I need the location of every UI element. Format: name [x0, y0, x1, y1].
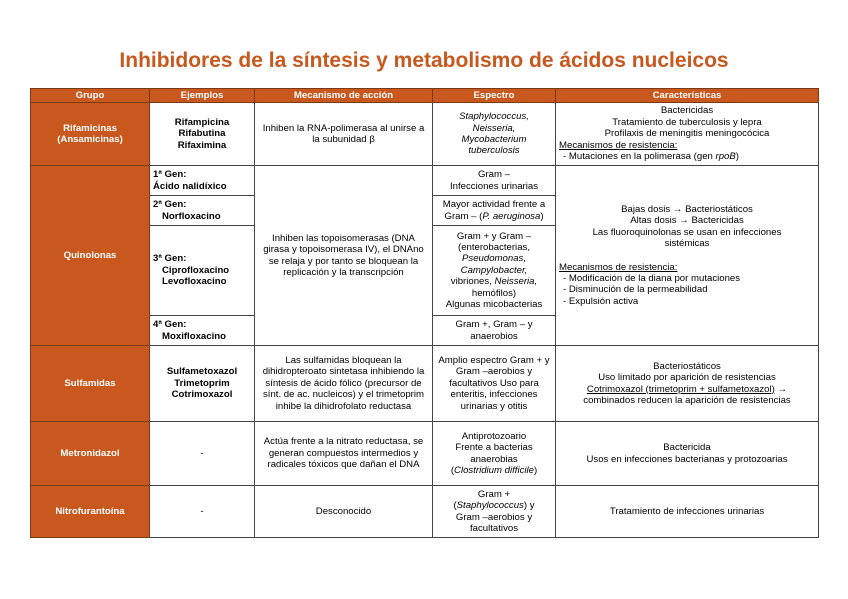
example-item: Ácido nalidíxico: [153, 180, 227, 192]
spectrum-cell: [433, 422, 556, 486]
examples-cell: [150, 103, 255, 166]
feature-line: sistémicas: [664, 238, 710, 250]
spectrum-line: hemófilos): [471, 287, 517, 299]
gen-label: 3ª Gen:: [153, 253, 187, 265]
features-cell: [556, 346, 819, 422]
group-cell-nitrofurantoina: Nitrofurantoína: [31, 486, 150, 538]
resistance-list: [559, 151, 815, 162]
feature-line: Bactericida: [663, 442, 711, 454]
examples-gen2: [150, 196, 255, 226]
feature-line: Las fluoroquinolonas se usan en infecciones: [592, 226, 782, 238]
feature-line: Uso limitado por aparición de resistencias: [598, 372, 776, 384]
mechanism-cell: Desconocido: [255, 486, 433, 538]
feature-line: Tratamiento de tuberculosis y lepra: [612, 116, 762, 128]
spectrum-gen4: [433, 316, 556, 346]
spectrum-line: Infecciones urinarias: [450, 180, 538, 192]
spectrum-gen1: [433, 166, 556, 196]
example-item: Rifampicina: [174, 116, 230, 128]
drug-table: [30, 88, 819, 538]
group-name: Rifamicinas: [63, 122, 117, 134]
feature-line: Profilaxis de meningitis meningocócica: [604, 128, 770, 140]
examples-gen3: [150, 226, 255, 316]
spectrum-line: (enterobacterias,: [458, 241, 530, 253]
header-caracteristicas: Características: [556, 89, 819, 103]
example-item: Trimetoprim: [174, 377, 230, 389]
spectrum-line: Staphylococcus,: [459, 111, 529, 123]
features-cell: [556, 166, 819, 346]
features-cell: Tratamiento de infecciones urinarias: [556, 486, 819, 538]
feature-line: combinados reducen la aparición de resistencias: [583, 394, 791, 406]
resistance-item: - Mutaciones en la polimerasa (gen rpoB): [559, 151, 815, 162]
examples-cell: -: [150, 486, 255, 538]
header-espectro: Espectro: [433, 89, 556, 103]
table-row-quinolonas: [31, 166, 819, 196]
resistance-list: [559, 273, 815, 307]
spectrum-line: Neisseria,: [472, 122, 516, 134]
group-cell-metronidazol: Metronidazol: [31, 422, 150, 486]
feature-line: Bacteriostáticos: [653, 360, 721, 372]
spectrum-line: Mycobacterium: [461, 134, 527, 145]
spectrum-line: facultativos: [470, 522, 518, 534]
resistance-item: - Disminución de la permeabilidad: [559, 284, 815, 295]
group-cell-rifamicinas: [31, 103, 150, 166]
feature-line: Bajas dosis → Bacteriostáticos: [621, 203, 753, 215]
gen-label: 1ª Gen:: [153, 169, 187, 181]
spectrum-line: Gram –aerobios y: [455, 511, 533, 523]
header-ejemplos: Ejemplos: [150, 89, 255, 103]
example-item: Cotrimoxazol: [171, 389, 233, 401]
feature-line: Altas dosis → Bactericidas: [630, 215, 744, 227]
spectrum-line: vibriones, Neisseria,: [450, 276, 538, 288]
examples-gen1: [150, 166, 255, 196]
spectrum-line: Gram +: [477, 488, 511, 500]
group-alt-name: (Ansamicinas): [57, 134, 123, 145]
spectrum-cell: [433, 486, 556, 538]
group-cell-sulfamidas: Sulfamidas: [31, 346, 150, 422]
table-row-metronidazol: [31, 422, 819, 486]
header-grupo: Grupo: [31, 89, 150, 103]
mechanism-cell: Actúa frente a la nitrato reductasa, se generan compuestos intermedios y radicales tóxicos que dañan el DNA: [255, 422, 433, 486]
gen-label: 4ª Gen:: [153, 319, 187, 331]
spectrum-line: (Clostridium difficile): [450, 464, 538, 476]
gen-label: 2ª Gen:: [153, 199, 187, 211]
mechanism-cell: Inhiben las topoisomerasas (DNA girasa y topoisomerasa IV), el DNAno se relaja y por tanto se bloquean la replicación y la transcripción: [255, 166, 433, 346]
resistance-item: - Expulsión activa: [559, 296, 815, 307]
feature-line: Usos en infecciones bacterianas y protozoarias: [586, 453, 788, 465]
spectrum-gen3: [433, 226, 556, 316]
group-cell-quinolonas: Quinolonas: [31, 166, 150, 346]
examples-cell: [150, 346, 255, 422]
examples-cell: -: [150, 422, 255, 486]
spectrum-line: Gram – (P. aeruginosa): [444, 210, 544, 222]
features-cell: [556, 422, 819, 486]
spectrum-line: Pseudomonas,: [462, 253, 526, 265]
header-row: [31, 89, 819, 103]
example-item: Rifaximina: [177, 139, 227, 151]
example-item: Rifabutina: [178, 128, 226, 140]
spectrum-line: Mayor actividad frente a: [442, 199, 546, 211]
resistance-item: - Modificación de la diana por mutaciones: [559, 273, 815, 284]
spectrum-line: Gram +, Gram – y: [455, 319, 533, 331]
example-item: Ciprofloxacino: [162, 264, 230, 276]
examples-gen4: [150, 316, 255, 346]
example-item: Levofloxacino: [162, 276, 227, 288]
spectrum-line: Gram + y Gram –: [456, 230, 532, 242]
feature-line: Cotrimoxazol (trimetoprim + sulfametoxazol) →: [586, 383, 788, 395]
spectrum-line: Algunas micobacterias: [445, 299, 543, 311]
spectrum-cell: [433, 103, 556, 166]
spectrum-line: Campylobacter,: [460, 264, 528, 276]
features-cell: [556, 103, 819, 166]
table-row-nitrofurantoina: [31, 486, 819, 538]
example-item: Sulfametoxazol: [166, 366, 238, 378]
spectrum-line: anaerobios: [470, 330, 518, 342]
spectrum-line: Antiprotozoario: [461, 430, 527, 442]
example-item: Moxifloxacino: [162, 330, 226, 342]
example-item: Norfloxacino: [162, 210, 221, 222]
spectrum-line: anaerobias: [470, 453, 518, 465]
feature-line: Bactericidas: [660, 105, 714, 117]
header-mecanismo: Mecanismo de acción: [255, 89, 433, 103]
spectrum-cell: Amplio espectro Gram + y Gram –aerobios y facultativos Uso para enteritis, infecciones urinarias y otitis: [433, 346, 556, 422]
resistance-title: Mecanismos de resistencia:: [559, 139, 678, 151]
spectrum-gen2: [433, 196, 556, 226]
mechanism-cell: Inhiben la RNA-polimerasa al unirse a la subunidad β: [255, 103, 433, 166]
page-title: Inhibidores de la síntesis y metabolismo de ácidos nucleicos: [119, 49, 729, 72]
spectrum-line: (Staphylococcus) y: [453, 500, 535, 512]
table-row-rifamicinas: [31, 103, 819, 166]
spectrum-line: Frente a bacterias: [455, 442, 533, 454]
spectrum-line: tuberculosis: [468, 145, 520, 157]
mechanism-cell: Las sulfamidas bloquean la dihidropteroato sintetasa inhibiendo la síntesis de ácido fólico (precursor de sínt. de ac. nucleicos) y el trimetoprim inhibe la dihidrofolato reductasa: [255, 346, 433, 422]
spectrum-line: Gram –: [478, 169, 510, 181]
table-row-sulfamidas: [31, 346, 819, 422]
resistance-title: Mecanismos de resistencia:: [559, 261, 678, 273]
